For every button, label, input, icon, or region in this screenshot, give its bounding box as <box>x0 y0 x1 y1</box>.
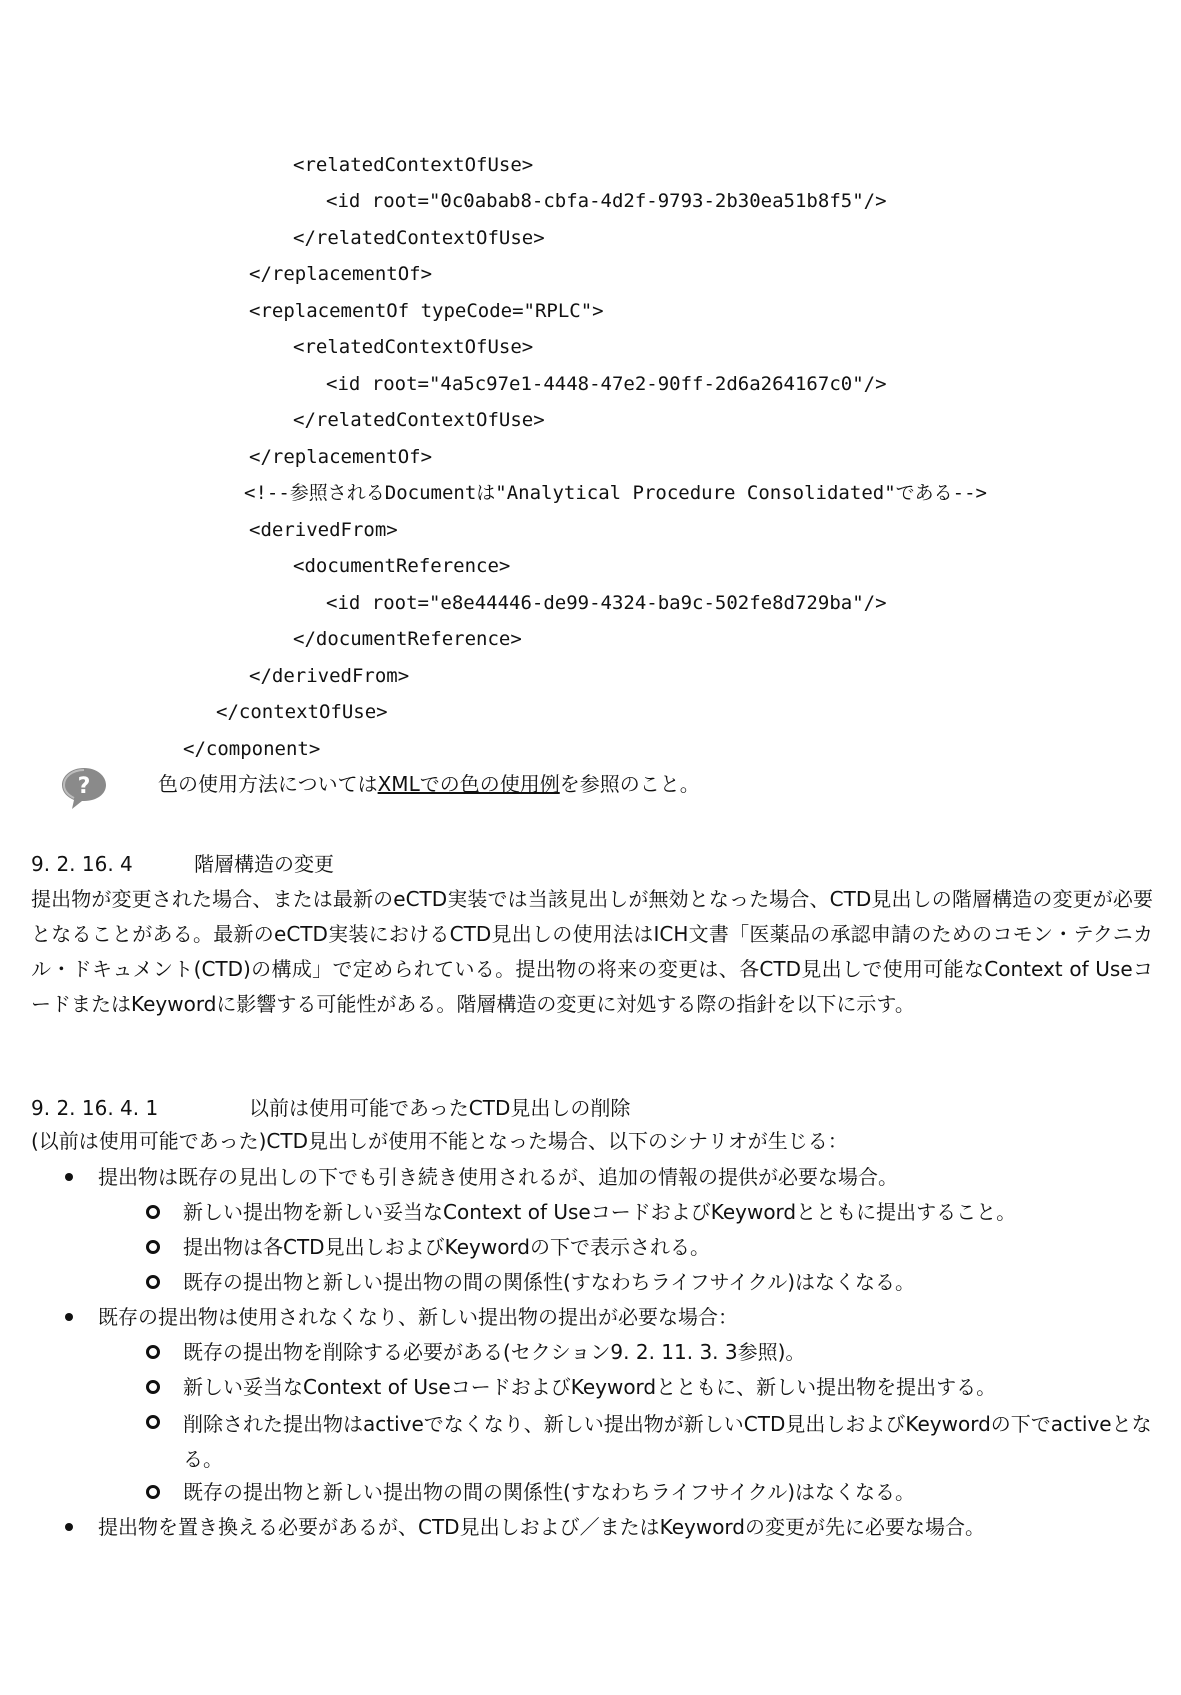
sub-list-item: 既存の提出物と新しい提出物の間の関係性(すなわちライフサイクル)はなくなる。 <box>183 1270 916 1294</box>
note-text-after: を参照のこと。 <box>559 772 700 796</box>
section-body-paragraph: 提出物が変更された場合、または最新のeCTD実装では当該見出しが無効となった場合、CTD見出しの階層構造の変更が必要となることがある。最新のeCTD実装におけるCTD見出しの使用法はICH文書「医薬品の承認申請のためのコモン・テクニカル・ドキュメント(CTD)の構成」で定められている。提出物の将来の変更は、各CTD見出しで使用可能なContext of UseコードまたはKeywordに影響する可能性がある。階層構造の変更に対処する際の指針を以下に示す。 <box>31 887 1153 1016</box>
section-intro: (以前は使用可能であった)CTD見出しが使用不能となった場合、以下のシナリオが生じる： <box>31 1129 848 1153</box>
sub-list-item: 既存の提出物を削除する必要がある(セクション9. 2. 11. 3. 3参照)。 <box>183 1340 806 1364</box>
ring-bullet-icon <box>146 1415 160 1429</box>
code-line: <relatedContextOfUse> <box>293 336 534 358</box>
code-line: <id root="e8e44446-de99-4324-ba9c-502fe8d729ba"/> <box>326 592 887 614</box>
code-line: </documentReference> <box>293 628 522 650</box>
section-heading-9-2-16-4 <box>31 849 334 879</box>
ring-bullet-icon <box>146 1380 160 1394</box>
code-line: </component> <box>183 738 321 760</box>
code-line: </relatedContextOfUse> <box>293 227 545 249</box>
bullet-icon <box>65 1523 73 1531</box>
bullet-icon <box>65 1173 73 1181</box>
ring-bullet-icon <box>146 1205 160 1219</box>
list-item: 既存の提出物は使用されなくなり、新しい提出物の提出が必要な場合： <box>98 1305 738 1329</box>
code-line: <replacementOf typeCode="RPLC"> <box>249 300 604 322</box>
question-bubble-icon <box>60 765 108 811</box>
code-line: </replacementOf> <box>249 446 433 468</box>
list-item: 提出物は既存の見出しの下でも引き続き使用されるが、追加の情報の提供が必要な場合。 <box>98 1165 898 1189</box>
code-comment-line: <!--参照されるDocumentは"Analytical Procedure Consolidated"である--> <box>244 482 987 504</box>
sub-list-item: 既存の提出物と新しい提出物の間の関係性(すなわちライフサイクル)はなくなる。 <box>183 1480 916 1504</box>
code-line: <id root="4a5c97e1-4448-47e2-90ff-2d6a264167c0"/> <box>326 373 887 395</box>
section-title: 階層構造の変更 <box>194 852 334 876</box>
bullet-icon <box>65 1313 73 1321</box>
note-text-before: 色の使用方法については <box>158 772 378 796</box>
ring-bullet-icon <box>146 1485 160 1499</box>
sub-list-item: 新しい妥当なContext of UseコードおよびKeywordとともに、新しい提出物を提出する。 <box>183 1375 997 1399</box>
ring-bullet-icon <box>146 1240 160 1254</box>
ring-bullet-icon <box>146 1345 160 1359</box>
xml-color-example-link[interactable]: XMLでの色の使用例 <box>377 772 560 796</box>
code-line: </contextOfUse> <box>216 701 388 723</box>
code-line: </relatedContextOfUse> <box>293 409 545 431</box>
note-text <box>158 769 700 799</box>
code-line: <documentReference> <box>293 555 511 577</box>
section-heading-9-2-16-4-1 <box>31 1093 630 1123</box>
code-line: <derivedFrom> <box>249 519 398 541</box>
code-line: </derivedFrom> <box>249 665 410 687</box>
color-usage-note <box>60 763 1060 811</box>
code-line: </replacementOf> <box>249 263 433 285</box>
section-number: 9. 2. 16. 4 <box>31 852 133 876</box>
section-title: 以前は使用可能であったCTD見出しの削除 <box>249 1096 631 1120</box>
list-item: 提出物を置き換える必要があるが、CTD見出しおよび／またはKeywordの変更が先に必要な場合。 <box>98 1515 986 1539</box>
svg-text:?: ? <box>77 774 91 799</box>
code-line: <id root="0c0abab8-cbfa-4d2f-9793-2b30ea51b8f5"/> <box>326 190 887 212</box>
sub-list-item: 新しい提出物を新しい妥当なContext of UseコードおよびKeywordとともに提出すること。 <box>183 1200 1017 1224</box>
sub-list-item: 提出物は各CTD見出しおよびKeywordの下で表示される。 <box>183 1235 711 1259</box>
code-line: <relatedContextOfUse> <box>293 154 534 176</box>
sub-list-item: 削除された提出物はactiveでなくなり、新しい提出物が新しいCTD見出しおよびKeywordの下でactiveとなる。 <box>183 1412 1152 1471</box>
ring-bullet-icon <box>146 1275 160 1289</box>
section-number: 9. 2. 16. 4. 1 <box>31 1096 159 1120</box>
